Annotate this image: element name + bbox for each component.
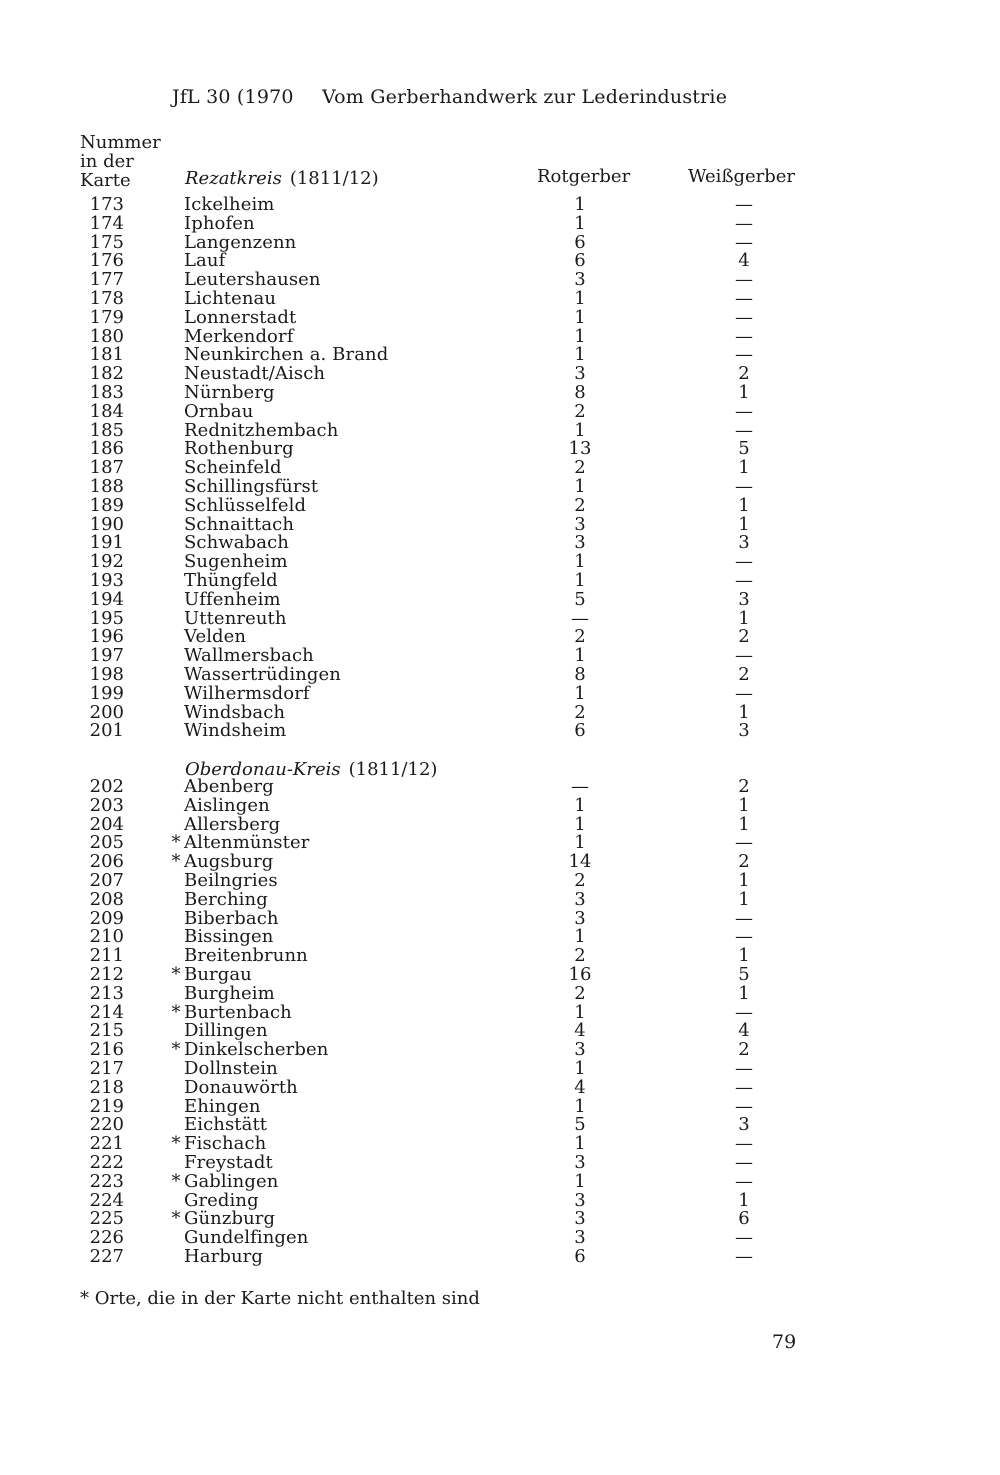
map-number: 190 bbox=[89, 513, 124, 535]
table-row bbox=[0, 1041, 1000, 1060]
map-number: 221 bbox=[89, 1133, 124, 1155]
weissgerber-count: 4 bbox=[738, 1020, 750, 1042]
rotgerber-count: 6 bbox=[574, 231, 586, 253]
table-row bbox=[0, 419, 1000, 441]
rotgerber-count: 2 bbox=[574, 494, 586, 516]
rotgerber-count: 1 bbox=[574, 1058, 586, 1079]
table-row bbox=[0, 928, 1000, 947]
place-name: Ehingen bbox=[184, 1095, 261, 1117]
map-number: 180 bbox=[89, 325, 124, 347]
table-row bbox=[0, 1170, 1000, 1192]
map-number: 220 bbox=[89, 1114, 124, 1136]
map-number: 189 bbox=[89, 494, 124, 516]
section-name: Rezatkreis bbox=[185, 168, 282, 189]
map-number: 182 bbox=[89, 363, 124, 385]
map-number: 212 bbox=[89, 964, 124, 985]
table-row bbox=[0, 325, 1000, 347]
table-row bbox=[0, 872, 1000, 891]
rotgerber-count: 3 bbox=[574, 532, 586, 554]
footnote-marker: * bbox=[171, 1001, 181, 1023]
weissgerber-count: — bbox=[735, 1227, 753, 1249]
weissgerber-count: 3 bbox=[738, 1114, 750, 1136]
map-number: 224 bbox=[89, 1189, 124, 1211]
weissgerber-count: — bbox=[735, 1170, 753, 1192]
section-year: (1811/12) bbox=[289, 168, 379, 189]
place-name: Burgheim bbox=[184, 982, 275, 1004]
map-number: 217 bbox=[89, 1058, 124, 1079]
place-name: Leutershausen bbox=[184, 269, 321, 291]
weissgerber-count: — bbox=[735, 907, 753, 929]
table-row bbox=[0, 1116, 1000, 1135]
table-row bbox=[0, 306, 1000, 328]
weissgerber-count: 1 bbox=[738, 1189, 750, 1211]
place-name: Schillingsfürst bbox=[184, 476, 319, 497]
weissgerber-count: — bbox=[735, 926, 753, 948]
weissgerber-count: — bbox=[735, 400, 753, 422]
map-number: 225 bbox=[89, 1208, 124, 1230]
rotgerber-count: 5 bbox=[574, 1114, 586, 1136]
table-row bbox=[0, 682, 1000, 704]
rotgerber-count: 3 bbox=[574, 363, 586, 385]
article-title: Vom Gerberhandwerk zur Lederindustrie bbox=[321, 86, 728, 108]
table-row bbox=[0, 853, 1000, 872]
rotgerber-count: — bbox=[571, 776, 589, 797]
rotgerber-count: 16 bbox=[568, 964, 592, 985]
weissgerber-count: — bbox=[735, 1001, 753, 1023]
place-name: Gundelfingen bbox=[184, 1227, 309, 1249]
place-name: Sugenheim bbox=[184, 551, 288, 573]
rotgerber-count: 14 bbox=[568, 851, 592, 873]
table-row bbox=[0, 666, 1000, 685]
weissgerber-count: — bbox=[735, 344, 753, 366]
rotgerber-count: 13 bbox=[568, 438, 592, 460]
rotgerber-count: 1 bbox=[574, 476, 586, 497]
place-name: Lauf bbox=[184, 250, 226, 272]
table-row bbox=[0, 1210, 1000, 1229]
rotgerber-count: 3 bbox=[574, 888, 586, 910]
place-name: Eichstätt bbox=[184, 1114, 268, 1136]
place-name: Abenberg bbox=[184, 776, 274, 797]
rotgerber-count: 1 bbox=[574, 194, 586, 215]
table-row bbox=[0, 346, 1000, 365]
map-number: 207 bbox=[89, 870, 124, 891]
rotgerber-count: 1 bbox=[574, 288, 586, 309]
weissgerber-count: — bbox=[735, 1246, 753, 1267]
weissgerber-count: 2 bbox=[738, 626, 750, 648]
rotgerber-count: 1 bbox=[574, 1095, 586, 1117]
rotgerber-count: 3 bbox=[574, 1227, 586, 1249]
map-number: 218 bbox=[89, 1076, 124, 1098]
table-row bbox=[0, 907, 1000, 929]
place-name: Merkendorf bbox=[184, 325, 294, 347]
place-name: Nürnberg bbox=[184, 382, 275, 403]
table-row bbox=[0, 966, 1000, 985]
rotgerber-count: 1 bbox=[574, 1133, 586, 1155]
place-name: Lonnerstadt bbox=[184, 306, 297, 328]
map-number: 177 bbox=[89, 269, 124, 291]
map-number: 174 bbox=[89, 212, 124, 234]
footnote-marker: * bbox=[171, 1039, 181, 1061]
table-row bbox=[0, 794, 1000, 816]
column-header-weissgerber: Weißgerber bbox=[688, 166, 796, 187]
rotgerber-count: 2 bbox=[574, 626, 586, 648]
rotgerber-count: 2 bbox=[574, 870, 586, 891]
rotgerber-count: 2 bbox=[574, 457, 586, 479]
table-row bbox=[0, 290, 1000, 309]
rotgerber-count: 3 bbox=[574, 1039, 586, 1061]
place-name: Velden bbox=[184, 626, 247, 648]
table-row bbox=[0, 1135, 1000, 1154]
table-row bbox=[0, 647, 1000, 666]
table-row bbox=[0, 212, 1000, 234]
place-name: Greding bbox=[184, 1189, 259, 1211]
weissgerber-count: 5 bbox=[738, 964, 750, 985]
map-number: 226 bbox=[89, 1227, 124, 1249]
table-row bbox=[0, 459, 1000, 478]
rotgerber-count: 6 bbox=[574, 250, 586, 272]
map-number: 199 bbox=[89, 682, 124, 704]
table-row bbox=[0, 1189, 1000, 1211]
map-number: 181 bbox=[89, 344, 124, 366]
rotgerber-count: 5 bbox=[574, 588, 586, 610]
map-number: 195 bbox=[89, 607, 124, 629]
place-name: Dillingen bbox=[184, 1020, 268, 1042]
footnote-marker: * bbox=[171, 832, 181, 854]
rotgerber-count: 1 bbox=[574, 570, 586, 591]
place-name: Schnaittach bbox=[184, 513, 295, 535]
table-row bbox=[0, 813, 1000, 835]
table-row bbox=[0, 365, 1000, 384]
weissgerber-count: 2 bbox=[738, 363, 750, 385]
place-name: Iphofen bbox=[184, 212, 255, 234]
running-head bbox=[172, 86, 727, 108]
map-number: 186 bbox=[89, 438, 124, 460]
rotgerber-count: 4 bbox=[574, 1076, 586, 1098]
table-row bbox=[0, 231, 1000, 253]
table-row bbox=[0, 778, 1000, 797]
map-number: 222 bbox=[89, 1152, 124, 1173]
rotgerber-count: 1 bbox=[574, 551, 586, 573]
rotgerber-count: 1 bbox=[574, 306, 586, 328]
place-name: Aislingen bbox=[184, 794, 270, 816]
place-name: Altenmünster bbox=[184, 832, 310, 854]
weissgerber-count: — bbox=[735, 1095, 753, 1117]
table-row bbox=[0, 1060, 1000, 1079]
weissgerber-count: 2 bbox=[738, 776, 750, 797]
place-name: Windsbach bbox=[184, 701, 286, 723]
column-header-number-line2: in der bbox=[80, 151, 134, 172]
place-name: Neunkirchen a. Brand bbox=[184, 344, 389, 366]
table-row bbox=[0, 1001, 1000, 1023]
rotgerber-count: 3 bbox=[574, 513, 586, 535]
weissgerber-count: 2 bbox=[738, 664, 750, 685]
weissgerber-count: — bbox=[735, 551, 753, 573]
map-number: 203 bbox=[89, 794, 124, 816]
column-header-number-line1: Nummer bbox=[80, 132, 161, 153]
place-name: Ickelheim bbox=[184, 194, 275, 215]
rotgerber-count: 3 bbox=[574, 1208, 586, 1230]
table-row bbox=[0, 1229, 1000, 1248]
place-name: Schlüsselfeld bbox=[184, 494, 307, 516]
rotgerber-count: 1 bbox=[574, 682, 586, 704]
table-row bbox=[0, 701, 1000, 723]
place-name: Augsburg bbox=[184, 851, 274, 873]
map-number: 206 bbox=[89, 851, 124, 873]
rotgerber-count: 3 bbox=[574, 1189, 586, 1211]
weissgerber-count: — bbox=[735, 212, 753, 234]
table-row bbox=[0, 478, 1000, 497]
weissgerber-count: 1 bbox=[738, 382, 750, 403]
map-number: 173 bbox=[89, 194, 124, 215]
rotgerber-count: 1 bbox=[574, 926, 586, 948]
place-name: Fischach bbox=[184, 1133, 267, 1155]
table-row bbox=[0, 722, 1000, 741]
table-row bbox=[0, 553, 1000, 572]
map-number: 223 bbox=[89, 1170, 124, 1192]
place-name: Dollnstein bbox=[184, 1058, 278, 1079]
weissgerber-count: 1 bbox=[738, 607, 750, 629]
map-number: 194 bbox=[89, 588, 124, 610]
place-name: Windsheim bbox=[184, 720, 287, 742]
map-number: 202 bbox=[89, 776, 124, 797]
table-row bbox=[0, 1076, 1000, 1098]
table-row bbox=[0, 947, 1000, 966]
table-row bbox=[0, 1248, 1000, 1267]
map-number: 214 bbox=[89, 1001, 124, 1023]
weissgerber-count: 1 bbox=[738, 888, 750, 910]
rotgerber-count: 8 bbox=[574, 382, 586, 403]
weissgerber-count: — bbox=[735, 1058, 753, 1079]
weissgerber-count: 1 bbox=[738, 457, 750, 479]
rotgerber-count: 3 bbox=[574, 907, 586, 929]
map-number: 210 bbox=[89, 926, 124, 948]
rotgerber-count: 1 bbox=[574, 1001, 586, 1023]
rotgerber-count: 1 bbox=[574, 813, 586, 835]
journal-reference: JfL 30 (1970 bbox=[172, 86, 294, 108]
rotgerber-count: 4 bbox=[574, 1020, 586, 1042]
weissgerber-count: — bbox=[735, 570, 753, 591]
column-header-number bbox=[80, 134, 161, 191]
weissgerber-count: 2 bbox=[738, 1039, 750, 1061]
map-number: 204 bbox=[89, 813, 124, 835]
place-name: Breitenbrunn bbox=[184, 945, 308, 967]
rotgerber-count: 1 bbox=[574, 794, 586, 816]
table-row bbox=[0, 252, 1000, 271]
table-row bbox=[0, 1154, 1000, 1173]
place-name: Burgau bbox=[184, 964, 252, 985]
rotgerber-count: 2 bbox=[574, 945, 586, 967]
rotgerber-count: 1 bbox=[574, 212, 586, 234]
weissgerber-count: 1 bbox=[738, 701, 750, 723]
map-number: 216 bbox=[89, 1039, 124, 1061]
place-name: Uttenreuth bbox=[184, 607, 287, 629]
weissgerber-count: — bbox=[735, 1152, 753, 1173]
footnote-marker: * bbox=[171, 1133, 181, 1155]
rotgerber-count: 1 bbox=[574, 645, 586, 667]
weissgerber-count: 1 bbox=[738, 513, 750, 535]
place-name: Dinkelscherben bbox=[184, 1039, 329, 1061]
footnote: * Orte, die in der Karte nicht enthalten sind bbox=[80, 1288, 480, 1309]
table-row bbox=[0, 271, 1000, 290]
weissgerber-count: 3 bbox=[738, 720, 750, 742]
weissgerber-count: 5 bbox=[738, 438, 750, 460]
rotgerber-count: 2 bbox=[574, 400, 586, 422]
place-name: Ornbau bbox=[184, 400, 254, 422]
place-name: Günzburg bbox=[184, 1208, 276, 1230]
weissgerber-count: 1 bbox=[738, 945, 750, 967]
weissgerber-count: — bbox=[735, 231, 753, 253]
rotgerber-count: 2 bbox=[574, 701, 586, 723]
footnote-marker: * bbox=[171, 851, 181, 873]
weissgerber-count: — bbox=[735, 288, 753, 309]
weissgerber-count: 1 bbox=[738, 494, 750, 516]
table-row bbox=[0, 834, 1000, 853]
map-number: 197 bbox=[89, 645, 124, 667]
map-number: 188 bbox=[89, 476, 124, 497]
table-row bbox=[0, 513, 1000, 535]
weissgerber-count: — bbox=[735, 306, 753, 328]
table-row bbox=[0, 384, 1000, 403]
table-row bbox=[0, 982, 1000, 1004]
map-number: 191 bbox=[89, 532, 124, 554]
table-row bbox=[0, 196, 1000, 215]
weissgerber-count: — bbox=[735, 269, 753, 291]
rotgerber-count: 1 bbox=[574, 419, 586, 441]
map-number: 196 bbox=[89, 626, 124, 648]
column-header-number-line3: Karte bbox=[80, 170, 131, 191]
place-name: Langenzenn bbox=[184, 231, 297, 253]
map-number: 176 bbox=[89, 250, 124, 272]
rotgerber-count: 3 bbox=[574, 269, 586, 291]
map-number: 185 bbox=[89, 419, 124, 441]
weissgerber-count: — bbox=[735, 832, 753, 854]
place-name: Rednitzhembach bbox=[184, 419, 339, 441]
place-name: Neustadt/Aisch bbox=[184, 363, 326, 385]
weissgerber-count: 3 bbox=[738, 588, 750, 610]
weissgerber-count: 1 bbox=[738, 982, 750, 1004]
map-number: 211 bbox=[89, 945, 124, 967]
place-name: Biberbach bbox=[184, 907, 279, 929]
place-name: Harburg bbox=[184, 1246, 263, 1267]
map-number: 209 bbox=[89, 907, 124, 929]
footnote-marker: * bbox=[171, 1208, 181, 1230]
place-name: Donauwörth bbox=[184, 1076, 298, 1098]
rotgerber-count: 1 bbox=[574, 832, 586, 854]
place-name: Berching bbox=[184, 888, 268, 910]
map-number: 201 bbox=[89, 720, 124, 742]
weissgerber-count: 3 bbox=[738, 532, 750, 554]
map-number: 213 bbox=[89, 982, 124, 1004]
rotgerber-count: 1 bbox=[574, 325, 586, 347]
map-number: 198 bbox=[89, 664, 124, 685]
place-name: Burtenbach bbox=[184, 1001, 292, 1023]
weissgerber-count: — bbox=[735, 682, 753, 704]
weissgerber-count: — bbox=[735, 325, 753, 347]
weissgerber-count: 1 bbox=[738, 813, 750, 835]
map-number: 179 bbox=[89, 306, 124, 328]
place-name: Wassertrüdingen bbox=[184, 664, 341, 685]
weissgerber-count: 2 bbox=[738, 851, 750, 873]
weissgerber-count: — bbox=[735, 476, 753, 497]
rotgerber-count: 6 bbox=[574, 720, 586, 742]
table-row bbox=[0, 888, 1000, 910]
map-number: 183 bbox=[89, 382, 124, 403]
table-row bbox=[0, 1095, 1000, 1117]
place-name: Wallmersbach bbox=[184, 645, 314, 667]
table-row bbox=[0, 400, 1000, 422]
weissgerber-count: — bbox=[735, 194, 753, 215]
table-row bbox=[0, 628, 1000, 647]
rotgerber-count: 6 bbox=[574, 1246, 586, 1267]
weissgerber-count: 1 bbox=[738, 794, 750, 816]
table-row bbox=[0, 534, 1000, 553]
map-number: 184 bbox=[89, 400, 124, 422]
place-name: Beilngries bbox=[184, 870, 278, 891]
footnote-marker: * bbox=[171, 1170, 181, 1192]
place-name: Lichtenau bbox=[184, 288, 277, 309]
rotgerber-count: 1 bbox=[574, 1170, 586, 1192]
weissgerber-count: — bbox=[735, 1076, 753, 1098]
footnote-marker: * bbox=[171, 964, 181, 985]
map-number: 205 bbox=[89, 832, 124, 854]
place-name: Scheinfeld bbox=[184, 457, 282, 479]
page-number: 79 bbox=[772, 1331, 797, 1353]
weissgerber-count: 4 bbox=[738, 250, 750, 272]
table-row bbox=[0, 494, 1000, 516]
weissgerber-count: — bbox=[735, 419, 753, 441]
section-name: Oberdonau-Kreis bbox=[185, 759, 341, 780]
rotgerber-count: 3 bbox=[574, 1152, 586, 1173]
place-name: Schwabach bbox=[184, 532, 289, 554]
map-number: 200 bbox=[89, 701, 124, 723]
table-row bbox=[0, 440, 1000, 459]
rotgerber-count: 8 bbox=[574, 664, 586, 685]
weissgerber-count: 1 bbox=[738, 870, 750, 891]
weissgerber-count: — bbox=[735, 645, 753, 667]
table-row bbox=[0, 572, 1000, 591]
map-number: 215 bbox=[89, 1020, 124, 1042]
map-number: 193 bbox=[89, 570, 124, 591]
map-number: 219 bbox=[89, 1095, 124, 1117]
table-row bbox=[0, 588, 1000, 610]
map-number: 192 bbox=[89, 551, 124, 573]
table-row bbox=[0, 607, 1000, 629]
map-number: 208 bbox=[89, 888, 124, 910]
rotgerber-count: 2 bbox=[574, 982, 586, 1004]
section-year: (1811/12) bbox=[348, 759, 438, 780]
rotgerber-count: — bbox=[571, 607, 589, 629]
place-name: Wilhermsdorf bbox=[184, 682, 310, 704]
weissgerber-count: 6 bbox=[738, 1208, 750, 1230]
map-number: 178 bbox=[89, 288, 124, 309]
place-name: Rothenburg bbox=[184, 438, 294, 460]
place-name: Uffenheim bbox=[184, 588, 281, 610]
column-header-rotgerber: Rotgerber bbox=[537, 166, 631, 187]
rotgerber-count: 1 bbox=[574, 344, 586, 366]
place-name: Freystadt bbox=[184, 1152, 273, 1173]
place-name: Allersberg bbox=[184, 813, 281, 835]
section-heading bbox=[185, 168, 379, 189]
map-number: 175 bbox=[89, 231, 124, 253]
weissgerber-count: — bbox=[735, 1133, 753, 1155]
place-name: Thüngfeld bbox=[184, 570, 278, 591]
place-name: Gablingen bbox=[184, 1170, 279, 1192]
place-name: Bissingen bbox=[184, 926, 274, 948]
map-number: 227 bbox=[89, 1246, 124, 1267]
map-number: 187 bbox=[89, 457, 124, 479]
table-row bbox=[0, 1022, 1000, 1041]
